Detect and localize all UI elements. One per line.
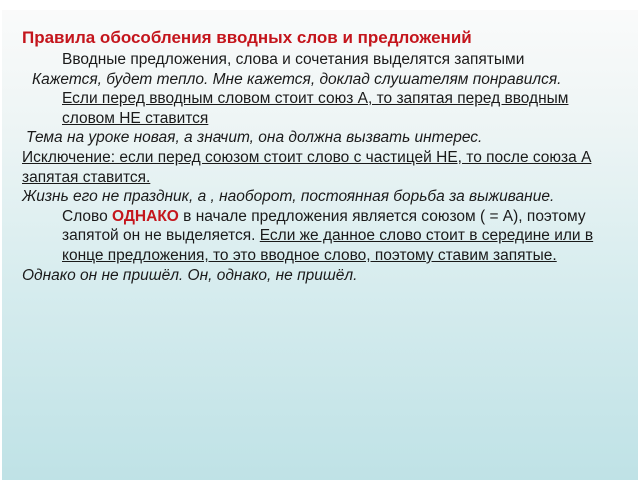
exception-rule: Исключение: если перед союзом стоит слово с частицей НЕ, то после союза А запятая ставится. [22,148,592,186]
example-znachit: Тема на уроке новая, а значит, она должна вызвать интерес. [26,129,483,147]
rule-introductory-commas: Вводные предложения, слова и сочетания выделятся запятыми [62,51,525,68]
rule-odnako-prefix: Слово [62,207,113,225]
rule-odnako-suffix: в начале предложения является союзом ( = А), поэтому запятой он не выделяется. [62,207,586,245]
slide-title: Правила обособления вводных слов и предложений [22,28,472,47]
rule-conjunction-a [22,89,622,128]
keyword-odnako: ОДНАКО [112,207,179,225]
rule-conjunction-a-text: Если перед вводным словом стоит союз А, то запятая перед вводным словом НЕ ставится [62,90,569,127]
rule-odnako-underlined: Если же данное слово стоит в середине или в конце предложения, то это вводное слово, поэтому ставим запятые. [62,227,594,264]
slide-content [22,28,622,285]
example-kazhetsya: Кажется, будет тепло. Мне кажется, доклад слушателям понравился. [32,70,562,88]
rule-odnako [22,207,622,266]
example-naoborot: Жизнь его не праздник, а , наоборот, постоянная борьба за выживание. [22,188,555,206]
example-odnako: Однако он не пришёл. Он, однако, не пришёл. [22,266,358,284]
